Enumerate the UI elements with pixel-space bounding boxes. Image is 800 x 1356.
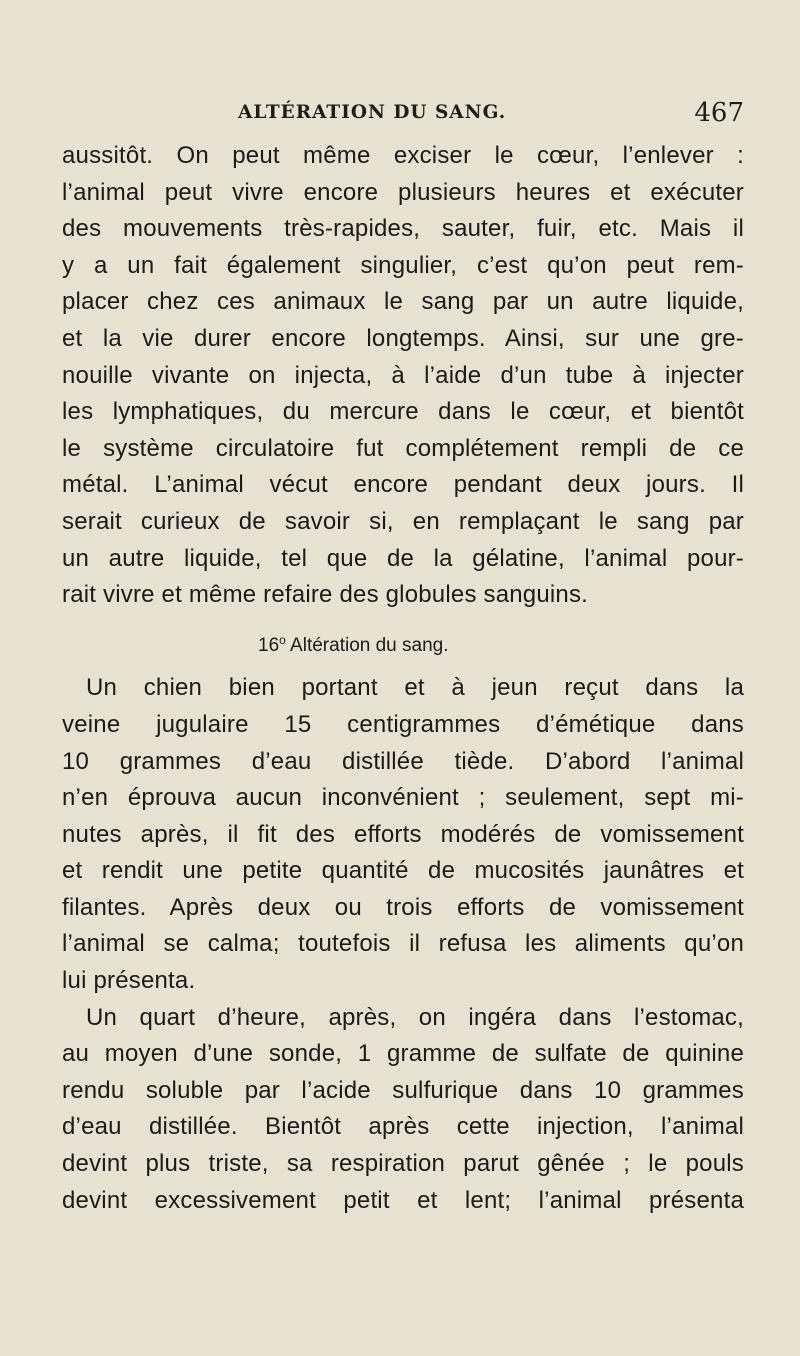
text-line: veine jugulaire 15 centigrammes d’émétique dans bbox=[62, 710, 744, 738]
text-line: aussitôt. On peut même exciser le cœur, l’enlever : bbox=[62, 142, 744, 169]
text-line: l’animal peut vivre encore plusieurs heures et exécuter bbox=[62, 178, 744, 206]
text-line: serait curieux de savoir si, en remplaçant le sang par bbox=[62, 507, 744, 535]
text-line: 10 grammes d’eau distillée tiède. D’abord l’animal bbox=[62, 747, 744, 775]
page-header bbox=[62, 100, 744, 140]
section-title: Altération du sang. bbox=[285, 634, 449, 656]
text-line: nouille vivante on injecta, à l’aide d’un tube à injecter bbox=[62, 361, 744, 389]
paragraph-1 bbox=[62, 138, 744, 614]
text-line: et rendit une petite quantité de mucosités jaunâtres et bbox=[62, 857, 744, 885]
text-line: les lymphatiques, du mercure dans le cœur, et bientôt bbox=[62, 398, 744, 426]
text-line: rait vivre et même refaire des globules sanguins. bbox=[62, 581, 589, 609]
text-line: Un chien bien portant et à jeun reçut dans la bbox=[86, 674, 744, 702]
text-line: y a un fait également singulier, c’est qu’on peut rem- bbox=[62, 251, 744, 279]
text-line: lui présenta. bbox=[62, 967, 196, 995]
section-heading bbox=[62, 622, 744, 659]
paragraph-2 bbox=[62, 670, 744, 999]
text-line: devint excessivement petit et lent; l’animal présenta bbox=[62, 1186, 744, 1214]
text-line: rendu soluble par l’acide sulfurique dans 10 grammes bbox=[62, 1076, 744, 1104]
degree-sign: o bbox=[279, 632, 286, 647]
text-line: Un quart d’heure, après, on ingéra dans l’estomac, bbox=[86, 1003, 744, 1031]
text-line: nutes après, il fit des efforts modérés de vomissement bbox=[62, 820, 744, 848]
page-number: 467 bbox=[694, 98, 744, 128]
body-text bbox=[62, 138, 744, 1219]
running-head: ALTÉRATION DU SANG. bbox=[238, 102, 507, 123]
text-line: le système circulatoire fut complétement rempli de ce bbox=[62, 434, 744, 462]
text-line: un autre liquide, tel que de la gélatine, l’animal pour- bbox=[62, 544, 744, 572]
text-line: devint plus triste, sa respiration parut gênée ; le pouls bbox=[62, 1150, 744, 1178]
text-line: filantes. Après deux ou trois efforts de vomissement bbox=[62, 893, 744, 921]
text-line: des mouvements très-rapides, sauter, fuir, etc. Mais il bbox=[62, 215, 744, 243]
text-line: l’animal se calma; toutefois il refusa les aliments qu’on bbox=[62, 930, 744, 958]
paragraph-3 bbox=[62, 1000, 744, 1220]
text-line: et la vie durer encore longtemps. Ainsi, sur une gre- bbox=[62, 324, 744, 352]
text-line: n’en éprouva aucun inconvénient ; seulement, sept mi- bbox=[62, 784, 744, 812]
text-line: métal. L’animal vécut encore pendant deux jours. Il bbox=[62, 471, 744, 499]
text-line: d’eau distillée. Bientôt après cette injection, l’animal bbox=[62, 1113, 744, 1141]
text-line: au moyen d’une sonde, 1 gramme de sulfate de quinine bbox=[62, 1040, 744, 1068]
section-number: 16 bbox=[258, 634, 280, 656]
text-line: placer chez ces animaux le sang par un autre liquide, bbox=[62, 288, 744, 316]
